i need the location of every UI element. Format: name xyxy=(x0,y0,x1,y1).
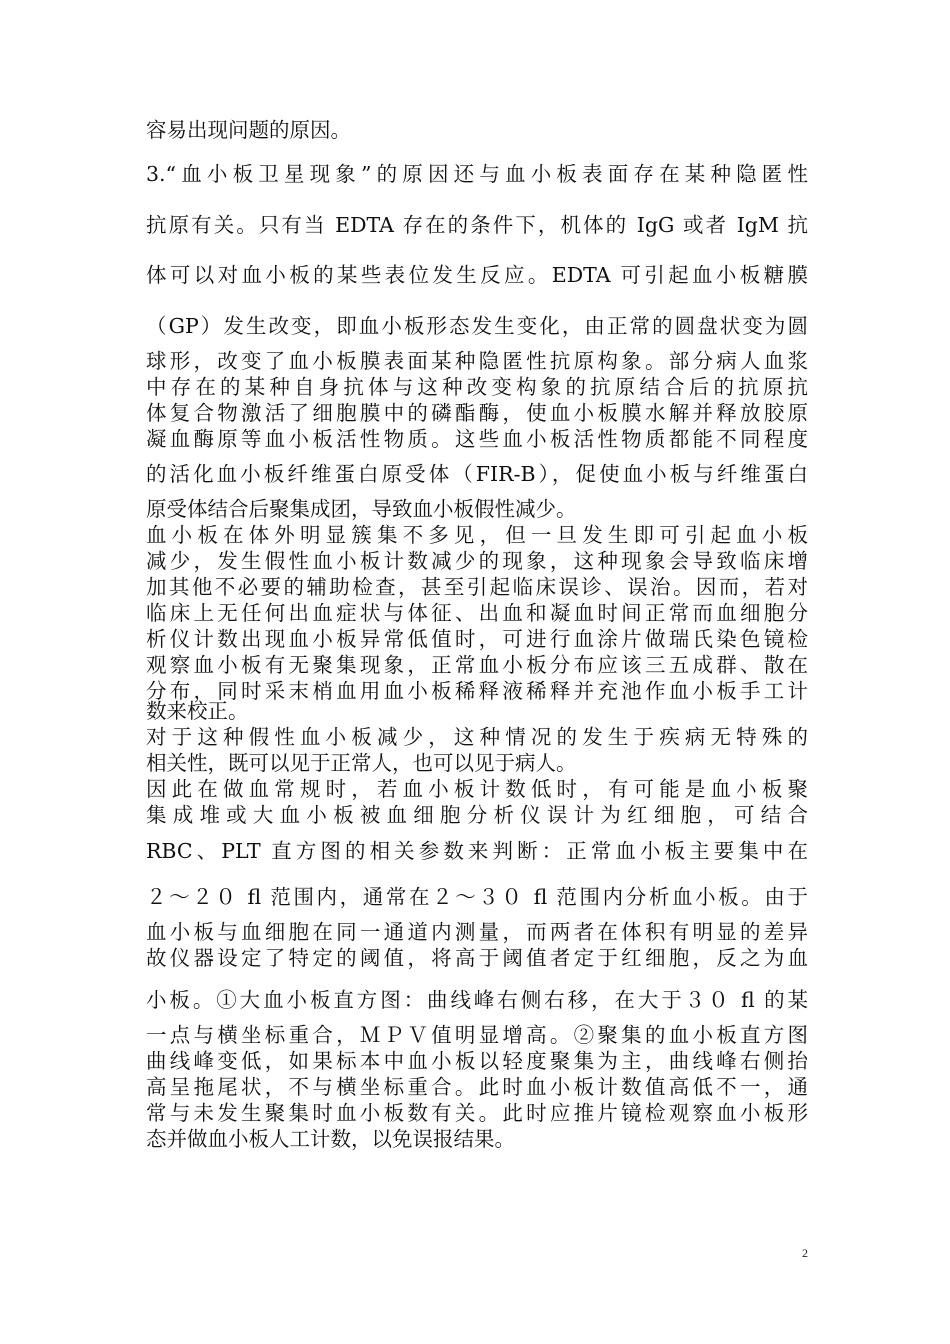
text-line: 加其他不必要的辅助检查，甚至引起临床误诊、误治。因而，若对 xyxy=(146,575,808,599)
text-line: 相关性，既可以见于正常人，也可以见于病人。 xyxy=(146,751,577,775)
text-line: RBC、PLT 直方图的相关参数来判断：正常血小板主要集中在 xyxy=(146,839,808,863)
text-line: 中存在的某种自身抗体与这种改变构象的抗原结合后的抗原抗 xyxy=(146,375,808,399)
text-line: 高呈拖尾状，不与横坐标重合。此时血小板计数值高低不一，通 xyxy=(146,1075,808,1099)
text-line: 抗原有关。只有当 EDTA 存在的条件下，机体的 IgG 或者 IgM 抗 xyxy=(146,213,808,237)
text-line: 原受体结合后聚集成团，导致血小板假性减少。 xyxy=(146,497,577,521)
text-line: 减少，发生假性血小板计数减少的现象，这种现象会导致临床增 xyxy=(146,549,808,573)
text-line: 容易出现问题的原因。 xyxy=(146,118,351,142)
page-number: 2 xyxy=(802,1246,808,1260)
text-line: ２～２０ fl 范围内，通常在２～３０ fl 范围内分析血小板。由于 xyxy=(146,885,808,909)
text-line: 分布，同时采末梢血用血小板稀释液稀释并充池作血小板手工计 xyxy=(146,679,808,703)
text-line: 观察血小板有无聚集现象，正常血小板分布应该三五成群、散在 xyxy=(146,653,808,677)
text-line: 血小板与血细胞在同一通道内测量，而两者在体积有明显的差异 xyxy=(146,920,808,944)
text-line: （GP）发生改变，即血小板形态发生变化，由正常的圆盘状变为圆 xyxy=(146,314,808,338)
text-line: 析仪计数出现血小板异常低值时，可进行血涂片做瑞氏染色镜检 xyxy=(146,627,808,651)
text-line: 态并做血小板人工计数，以免误报结果。 xyxy=(146,1127,515,1151)
text-line: 体复合物激活了细胞膜中的磷酯酶，使血小板膜水解并释放胶原 xyxy=(146,401,808,425)
text-line: 体可以对血小板的某些表位发生反应。EDTA 可引起血小板糖膜 xyxy=(146,263,808,287)
text-line: 小板。①大血小板直方图：曲线峰右侧右移，在大于３０ fl 的某 xyxy=(146,988,808,1012)
text-line: 球形，改变了血小板膜表面某种隐匿性抗原构象。部分病人血浆 xyxy=(146,349,808,373)
text-line: 的活化血小板纤维蛋白原受体（FIR-B），促使血小板与纤维蛋白 xyxy=(146,462,808,486)
text-line: 因此在做血常规时，若血小板计数低时，有可能是血小板聚 xyxy=(146,777,808,801)
text-line: 一点与横坐标重合，ＭＰＶ值明显增高。②聚集的血小板直方图 xyxy=(146,1023,808,1047)
text-line: 故仪器设定了特定的阈值，将高于阈值者定于红细胞，反之为血 xyxy=(146,946,808,970)
text-line: 曲线峰变低，如果标本中血小板以轻度聚集为主，曲线峰右侧抬 xyxy=(146,1049,808,1073)
text-line: 3.“血小板卫星现象”的原因还与血小板表面存在某种隐匿性 xyxy=(146,162,808,186)
text-line: 数来校正。 xyxy=(146,699,249,723)
text-line: 常与未发生聚集时血小板数有关。此时应推片镜检观察血小板形 xyxy=(146,1101,808,1125)
text-line: 凝血酶原等血小板活性物质。这些血小板活性物质都能不同程度 xyxy=(146,427,808,451)
text-line: 对于这种假性血小板减少，这种情况的发生于疾病无特殊的 xyxy=(146,725,808,749)
text-line: 集成堆或大血小板被血细胞分析仪误计为红细胞，可结合 xyxy=(146,803,808,827)
text-line: 临床上无任何出血症状与体征、出血和凝血时间正常而血细胞分 xyxy=(146,601,808,625)
text-line: 血小板在体外明显簇集不多见，但一旦发生即可引起血小板 xyxy=(146,523,808,547)
